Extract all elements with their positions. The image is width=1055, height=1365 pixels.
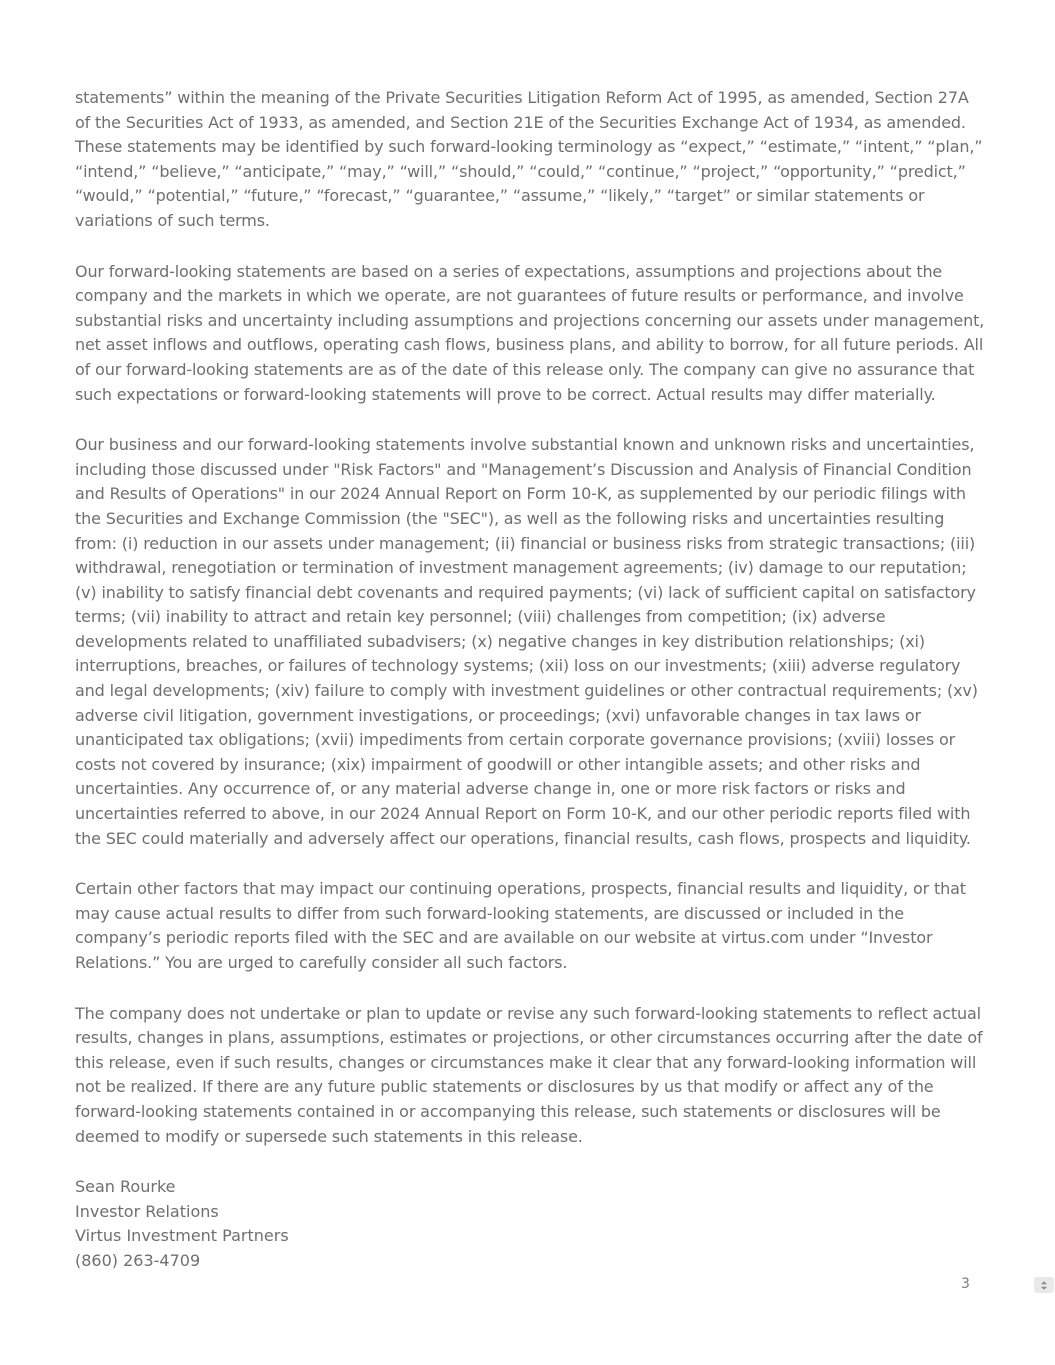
- paragraph-other-factors: Certain other factors that may impact our continuing operations, prospects, financial results and liquidity, or that may cause actual results to differ from such forward-looking statements, are discussed or included in the company’s periodic reports filed with the SEC and are available on our website at virtus.com under “Investor Relations.” You are urged to carefully consider all such factors.: [75, 879, 966, 972]
- paragraph-expectations: Our forward-looking statements are based on a series of expectations, assumptions and projections about the company and the markets in which we operate, are not guarantees of future results or performance, and involve substantial risks and uncertainty including assumptions and projections concerning our assets under management, net asset inflows and outflows, operating cash flows, business plans, and ability to borrow, for all future periods. All of our forward-looking statements are as of the date of this release only. The company can give no assurance that such expectations or forward-looking statements will prove to be correct. Actual results may differ materially.: [75, 261, 985, 404]
- contact-company: Virtus Investment Partners: [75, 1226, 289, 1246]
- contact-role: Investor Relations: [75, 1201, 219, 1221]
- paragraph-no-update: The company does not undertake or plan to update or revise any such forward-looking statements to reflect actual results, changes in plans, assumptions, estimates or projections, or other circumstances occurring after the date of this release, even if such results, changes or circumstances make it clear that any forward-looking information will not be realized. If there are any future public statements or disclosures by us that modify or affect any of the forward-looking statements contained in or accompanying this release, such statements or disclosures will be deemed to modify or supersede such statements in this release.: [75, 1003, 983, 1146]
- contact-phone: (860) 263-4709: [75, 1250, 201, 1270]
- paragraph-safe-harbor: statements” within the meaning of the Private Securities Litigation Reform Act of 1995, as amended, Section 27A of the Securities Act of 1933, as amended, and Section 21E of the Securities Exchange Act of 1934, as amended. These statements may be identified by such forward-looking terminology as “expect,” “estimate,” “intent,” “plan,” “intend,” “believe,” “anticipate,” “may,” “will,” “should,” “could,” “continue,” “project,” “opportunity,” “predict,” “would,” “potential,” “future,” “forecast,” “guarantee,” “assume,” “likely,” “target” or similar statements or variations of such terms.: [75, 88, 983, 230]
- contact-block: [75, 1175, 985, 1273]
- document-body: [75, 86, 985, 1274]
- up-down-chevron-icon: [1040, 1280, 1048, 1291]
- page-number: 3: [961, 1276, 970, 1292]
- page-scroll-control[interactable]: [1034, 1277, 1054, 1293]
- contact-name: Sean Rourke: [75, 1177, 176, 1197]
- paragraph-risk-factors: Our business and our forward-looking statements involve substantial known and unknown risks and uncertainties, including those discussed under "Risk Factors" and "Management’s Discussion and Analysis of Financial Condition and Results of Operations" in our 2024 Annual Report on Form 10-K, as supplemented by our periodic filings with the Securities and Exchange Commission (the "SEC"), as well as the following risks and uncertainties resulting from: (i) reduction in our assets under management; (ii) financial or business risks from strategic transactions; (iii) withdrawal, renegotiation or termination of investment management agreements; (iv) damage to our reputation; (v) inability to satisfy financial debt covenants and required payments; (vi) lack of sufficient capital on satisfactory terms; (vii) inability to attract and retain key personnel; (viii) challenges from competition; (ix) adverse developments related to unaffiliated subadvisers; (x) negative changes in key distribution relationships; (xi) interruptions, breaches, or failures of technology systems; (xii) loss on our investments; (xiii) adverse regulatory and legal developments; (xiv) failure to comply with investment guidelines or other contractual requirements; (xv) adverse civil litigation, government investigations, or proceedings; (xvi) unfavorable changes in tax laws or unanticipated tax obligations; (xvii) impediments from certain corporate governance provisions; (xviii) losses or costs not covered by insurance; (xix) impairment of goodwill or other intangible assets; and other risks and uncertainties. Any occurrence of, or any material adverse change in, one or more risk factors or risks and uncertainties referred to above, in our 2024 Annual Report on Form 10-K, and our other periodic reports filed with the SEC could materially and adversely affect our operations, financial results, cash flows, prospects and liquidity.: [75, 435, 978, 848]
